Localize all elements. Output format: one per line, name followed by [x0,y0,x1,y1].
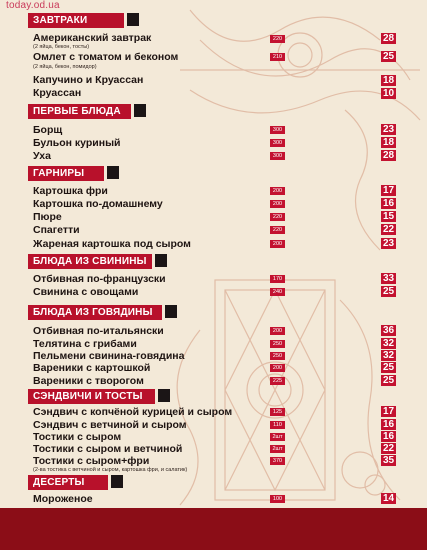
menu-item-weight: 220 [270,226,285,234]
menu-item: Борщ [33,124,63,136]
menu-item-price: 14 [382,493,395,504]
menu-item-weight: 370 [270,457,285,465]
section-header-sides: ГАРНИРЫ [28,166,104,181]
menu-item-note: (2 яйца, бекон, помидор) [33,64,97,70]
menu-item-weight: 250 [270,340,285,348]
menu-item: Омлет с томатом и беконом [33,51,179,63]
menu-item: Спагетти [33,224,80,236]
menu-item-price: 22 [382,224,395,235]
menu-item-weight: 125 [270,408,285,416]
menu-item-weight: 110 [270,421,285,429]
bottom-bar [0,508,427,550]
menu-item-weight: 2шт [270,445,285,453]
menu-item: Бульон куриный [33,137,121,149]
menu-item: Картошка по-домашнему [33,198,163,210]
menu-item: Вареники с картошкой [33,362,151,374]
menu-item-price: 33 [382,273,395,284]
menu-item-price: 23 [382,124,395,135]
menu-item-price: 32 [382,350,395,361]
menu-item-note: (2 яйца, бекон, тосты) [33,44,90,50]
menu-item-price: 18 [382,75,395,86]
header-square [158,389,170,402]
menu-item-weight: 200 [270,187,285,195]
menu-item: Жареная картошка под сыром [33,238,191,250]
menu-item-price: 17 [382,406,395,417]
header-square [165,305,177,318]
menu-item: Пюре [33,211,62,223]
menu-item-price: 35 [382,455,395,466]
watermark: today.od.ua [6,0,60,11]
menu-item: Тостики с сыром+фри [33,455,150,467]
menu-item-price: 28 [382,33,395,44]
menu-item-weight: 240 [270,288,285,296]
menu-item-weight: 300 [270,126,285,134]
menu-item: Сэндвич с ветчиной и сыром [33,419,187,431]
menu-item-weight: 250 [270,352,285,360]
menu-item-note: (2-ва тостика с ветчиной и сыром, картошка фри, и салатик) [33,467,188,473]
menu-item-price: 18 [382,137,395,148]
menu-item-weight: 200 [270,240,285,248]
menu-item: Тостики с сыром и ветчиной [33,443,183,455]
menu-item: Картошка фри [33,185,108,197]
header-square [111,475,123,488]
menu-item-price: 17 [382,185,395,196]
menu-item: Отбивная по-итальянски [33,325,164,337]
menu-item-weight: 210 [270,53,285,61]
header-square [107,166,119,179]
menu-item: Отбивная по-французски [33,273,166,285]
menu-item: Сэндвич с копчёной курицей и сыром [33,406,233,418]
menu-item-weight: 225 [270,377,285,385]
menu-item-price: 15 [382,211,395,222]
menu-item-weight: 220 [270,35,285,43]
section-header-sandwiches: СЭНДВИЧИ И ТОСТЫ [28,389,155,404]
menu-item: Свинина с овощами [33,286,139,298]
menu-item: Мороженое [33,493,93,505]
menu-item-price: 25 [382,375,395,386]
menu-item-price: 28 [382,150,395,161]
menu-item-weight: 170 [270,275,285,283]
menu-item: Телятина с грибами [33,338,137,350]
menu-item: Круассан [33,87,82,99]
section-header-soups: ПЕРВЫЕ БЛЮДА [28,104,131,119]
menu-item: Пельмени свинина-говядина [33,350,185,362]
menu-item-price: 25 [382,51,395,62]
menu-item-price: 23 [382,238,395,249]
menu-item: Американский завтрак [33,32,152,44]
menu-item-price: 16 [382,419,395,430]
menu-item-weight: 300 [270,152,285,160]
menu-item-price: 25 [382,286,395,297]
menu-item-weight: 200 [270,200,285,208]
menu-item-price: 16 [382,198,395,209]
menu-item-price: 16 [382,431,395,442]
section-header-beef: БЛЮДА ИЗ ГОВЯДИНЫ [28,305,162,320]
menu-item: Тостики с сыром [33,431,122,443]
section-header-pork: БЛЮДА ИЗ СВИНИНЫ [28,254,152,269]
menu-item-weight: 100 [270,495,285,503]
menu-item-price: 22 [382,443,395,454]
menu-item-price: 10 [382,88,395,99]
header-square [134,104,146,117]
menu-item-price: 32 [382,338,395,349]
menu-item-price: 25 [382,362,395,373]
menu-item: Вареники с творогом [33,375,144,387]
menu-item: Капучино и Круассан [33,74,144,86]
menu-item: Уха [33,150,51,162]
menu-item-weight: 2шт [270,433,285,441]
header-square [127,13,139,26]
section-header-desserts: ДЕСЕРТЫ [28,475,108,490]
menu-item-weight: 300 [270,139,285,147]
header-square [155,254,167,267]
menu-item-weight: 220 [270,213,285,221]
menu-item-price: 36 [382,325,395,336]
menu-item-weight: 200 [270,364,285,372]
menu-item-weight: 200 [270,327,285,335]
section-header-breakfast: ЗАВТРАКИ [28,13,124,28]
